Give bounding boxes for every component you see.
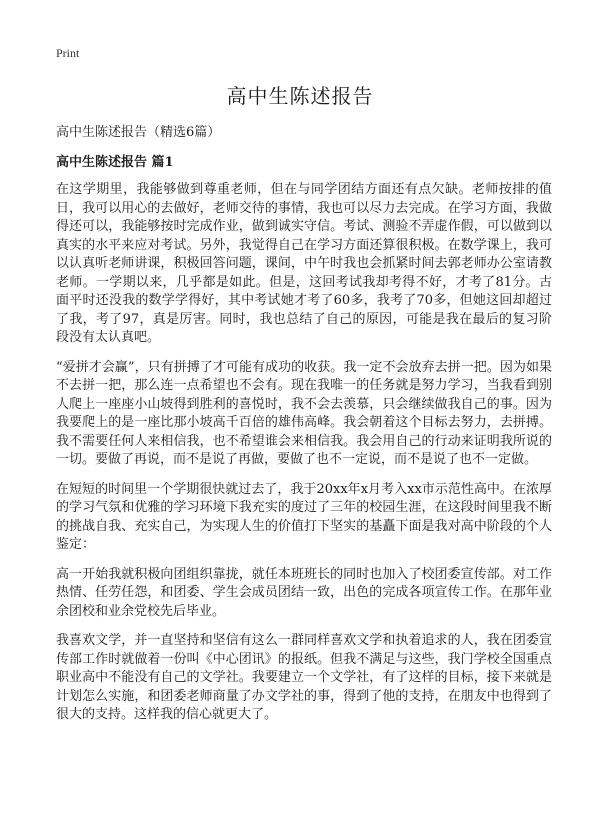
- article-body: [56, 181, 552, 736]
- paragraph-2: “爱拼才会赢”，只有拼搏了才可能有成功的收获。我一定不会放弃去拼一把。因为如果不去拼一把，那么连一点希望也不会有。现在我唯一的任务就是努力学习，当我看到别人爬上一座座小山坡得到胜利的喜悦时，我不会去羡慕，只会继续做我自己的事。因为我要爬上的是一座比那小坡高千百倍的雄伟高峰。我会朝着这个目标去努力，去拼搏。我不需要任何人来相信我，也不希望谁会来相信我。我会用自己的行动来证明我所说的一切。要做了再说，而不是说了再做，要做了也不一定说，而不是说了也不一定做。: [56, 359, 552, 467]
- paragraph-5: 我喜欢文学，并一直坚持和坚信有这么一群同样喜欢文学和执着追求的人，我在团委宣传部工作时就做着一份叫《中心团讯》的报纸。但我不满足与这些，我门学校全国重点职业高中不能没有自己的文学社。我要建立一个文学社，有了这样的目标，接下来就是计划怎么实施，和团委老师商量了办文学社的事，得到了他的支持，在朋友中也得到了很大的支持。这样我的信心就更大了。: [56, 633, 552, 722]
- section-heading: 高中生陈述报告 篇1: [56, 155, 174, 170]
- document-subtitle: 高中生陈述报告（精选6篇）: [56, 125, 221, 140]
- print-link[interactable]: Print: [56, 46, 80, 60]
- paragraph-1: 在这学期里，我能够做到尊重老师，但在与同学团结方面还有点欠缺。老师按排的值日，我可以用心的去做好，老师交待的事情，我也可以尽力去完成。在学习方面，我做得还可以，我能够按时完成作业，做到诚实守信。考试、测验不弄虚作假，可以做到以真实的水平来应对考试。另外，我觉得自己在学习方面还算很积极。在数学课上，我可以认真听老师讲课，积极回答问题，课间，中午时我也会抓紧时间去郭老师办公室请教老师。一学期以来，几乎都是如此。但是，这回考试我却考得不好，才考了81分。古面平时还没我的数学学得好，其中考试她才考了60多，我考了70多，但她这回却超过了我，考了97，真是厉害。同时，我也总结了自己的原因，可能是我在最后的复习阶段没有太认真吧。: [56, 182, 552, 345]
- paragraph-4: 高一开始我就积极向团组织靠拢，就任本班班长的同时也加入了校团委宣传部。对工作热情、任劳任怨，和团委、学生会成员团结一致，出色的完成各项宣传工作。在那年业余团校和业余党校先后毕业。: [56, 566, 552, 619]
- paragraph-3: 在短短的时间里一个学期很快就过去了，我于20xx年x月考入xx市示范性高中。在浓厚的学习气氛和优雅的学习环境下我充实的度过了三年的校园生涯，在这段时间里我不断的挑战自我、充实自己，为实现人生的价值打下坚实的基矗下面是我对高中阶段的个人鉴定：: [56, 481, 552, 552]
- page-title: 高中生陈述报告: [226, 84, 374, 108]
